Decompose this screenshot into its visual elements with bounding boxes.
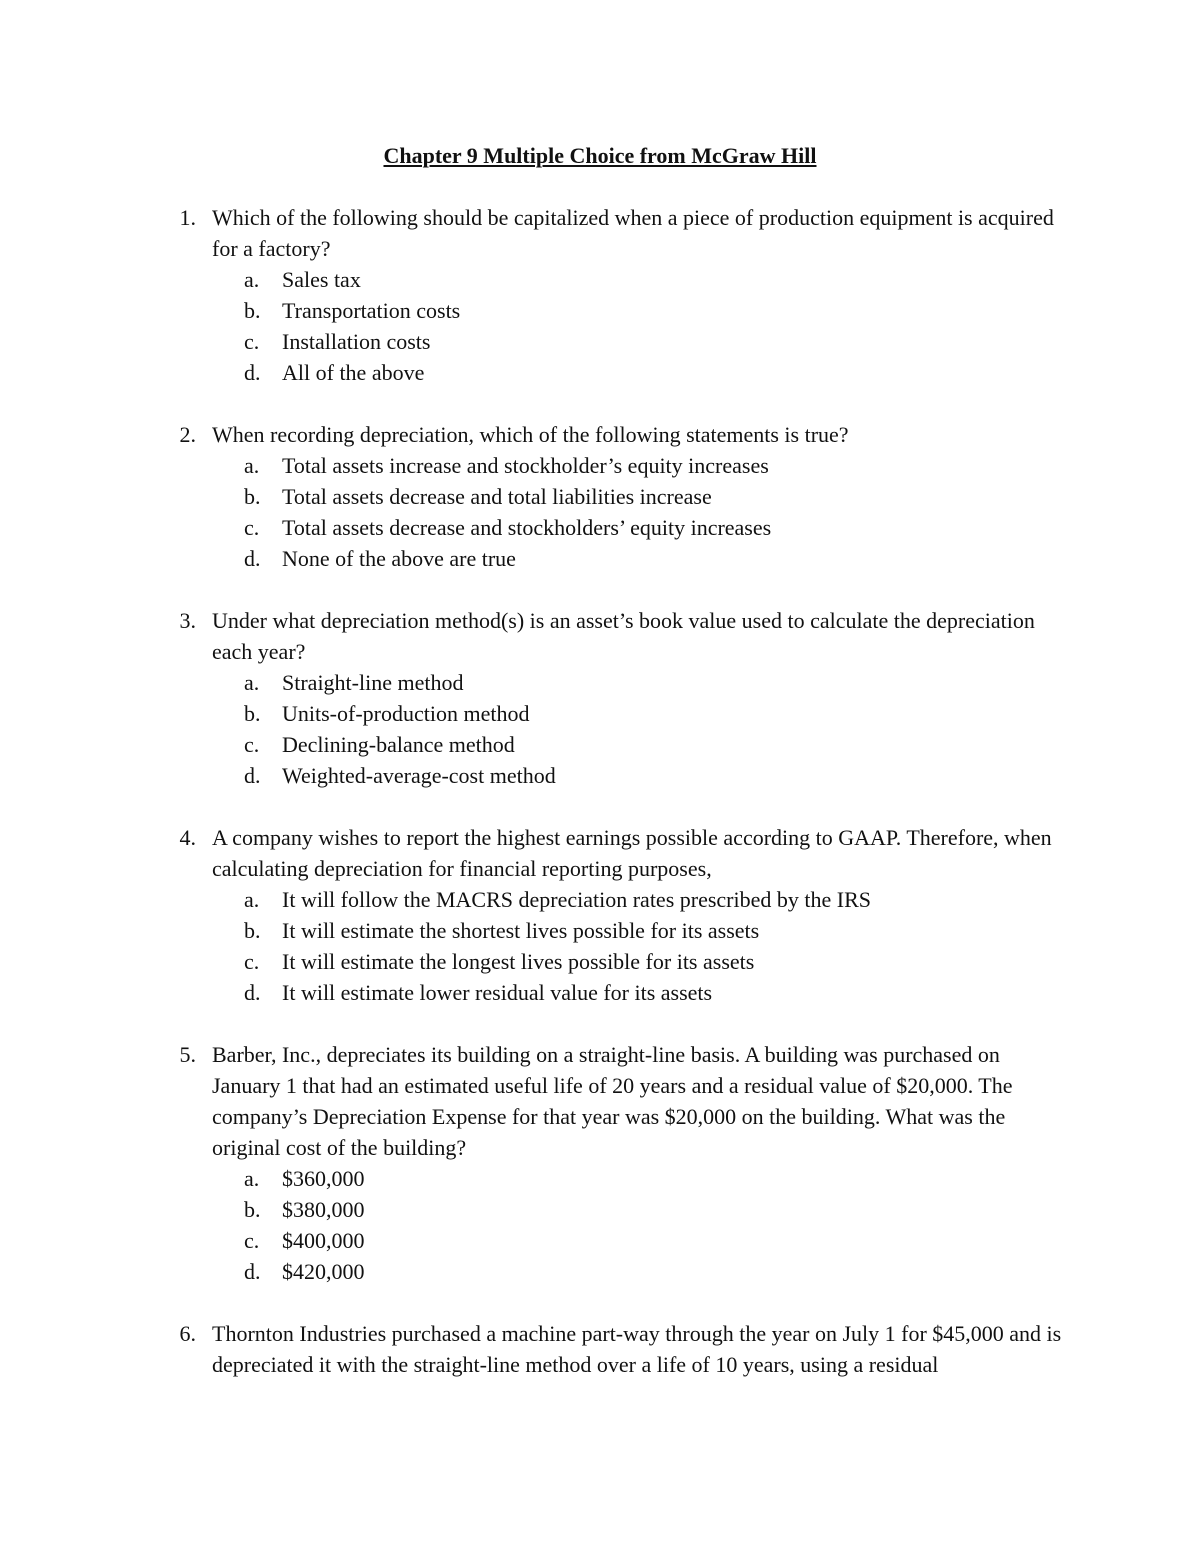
choice-letter: a. (244, 670, 260, 695)
question-3 (170, 605, 1070, 791)
choice-text: None of the above are true (282, 546, 516, 571)
choice-b (212, 481, 1070, 512)
choice-text: It will estimate the longest lives possible for its assets (282, 949, 755, 974)
choice-letter: a. (244, 1166, 260, 1191)
question-5 (170, 1039, 1070, 1287)
choice-text: Sales tax (282, 267, 361, 292)
choice-letter: d. (244, 360, 261, 385)
choice-text: Total assets increase and stockholder’s equity increases (282, 453, 769, 478)
question-text: Barber, Inc., depreciates its building on a straight-line basis. A building was purchased on January 1 that had an estimated useful life of 20 years and a residual value of $20,000. The company’s Depreciation Expense for that year was $20,000 on the building. What was the original cost of the building? (212, 1042, 1013, 1160)
choice-letter: b. (244, 918, 261, 943)
question-number: 4. (179, 825, 196, 850)
question-2 (170, 419, 1070, 574)
choice-b (212, 915, 1070, 946)
choice-text: $360,000 (282, 1166, 365, 1191)
choice-letter: d. (244, 546, 261, 571)
question-1 (170, 202, 1070, 388)
choice-letter: a. (244, 267, 260, 292)
choice-d (212, 760, 1070, 791)
choice-letter: d. (244, 763, 261, 788)
choice-letter: a. (244, 453, 260, 478)
choice-text: Straight-line method (282, 670, 464, 695)
choice-d (212, 977, 1070, 1008)
question-text: A company wishes to report the highest earnings possible according to GAAP. Therefore, when calculating depreciation for financial reporting purposes, (212, 825, 1052, 881)
question-number: 3. (179, 608, 196, 633)
choice-letter: b. (244, 484, 261, 509)
question-text: Thornton Industries purchased a machine part-way through the year on July 1 for $45,000 and is depreciated it with the straight-line method over a life of 10 years, using a residual (212, 1321, 1062, 1377)
question-text: Under what depreciation method(s) is an asset’s book value used to calculate the depreciation each year? (212, 608, 1035, 664)
choice-letter: b. (244, 298, 261, 323)
choice-letter: d. (244, 1259, 261, 1284)
choice-c (212, 946, 1070, 977)
choice-text: Weighted-average-cost method (282, 763, 556, 788)
choice-d (212, 1256, 1070, 1287)
choice-list (212, 1163, 1070, 1287)
choice-text: Transportation costs (282, 298, 461, 323)
choice-text: It will follow the MACRS depreciation rates prescribed by the IRS (282, 887, 871, 912)
choice-letter: c. (244, 732, 260, 757)
question-text: Which of the following should be capitalized when a piece of production equipment is acquired for a factory? (212, 205, 1054, 261)
choice-c (212, 512, 1070, 543)
choice-letter: b. (244, 1197, 261, 1222)
choice-text: $380,000 (282, 1197, 365, 1222)
question-number: 6. (179, 1321, 196, 1346)
choice-a (212, 667, 1070, 698)
choice-a (212, 1163, 1070, 1194)
choice-text: It will estimate lower residual value for its assets (282, 980, 713, 1005)
choice-list (212, 450, 1070, 574)
choice-letter: c. (244, 515, 260, 540)
choice-list (212, 884, 1070, 1008)
choice-d (212, 357, 1070, 388)
choice-letter: c. (244, 1228, 260, 1253)
question-4 (170, 822, 1070, 1008)
choice-c (212, 326, 1070, 357)
choice-c (212, 729, 1070, 760)
document-title: Chapter 9 Multiple Choice from McGraw Hill (383, 143, 817, 168)
choice-letter: c. (244, 329, 260, 354)
choice-c (212, 1225, 1070, 1256)
choice-text: $400,000 (282, 1228, 365, 1253)
choice-a (212, 264, 1070, 295)
choice-a (212, 450, 1070, 481)
question-6 (170, 1318, 1070, 1380)
question-list (170, 202, 1070, 1411)
choice-b (212, 1194, 1070, 1225)
choice-b (212, 295, 1070, 326)
choice-text: Total assets decrease and total liabilities increase (282, 484, 712, 509)
question-number: 2. (179, 422, 196, 447)
choice-text: Units-of-production method (282, 701, 530, 726)
choice-letter: a. (244, 887, 260, 912)
choice-list (212, 667, 1070, 791)
choice-text: Declining-balance method (282, 732, 515, 757)
question-number: 5. (179, 1042, 196, 1067)
choice-letter: d. (244, 980, 261, 1005)
choice-text: All of the above (282, 360, 425, 385)
choice-a (212, 884, 1070, 915)
choice-d (212, 543, 1070, 574)
choice-b (212, 698, 1070, 729)
choice-text: It will estimate the shortest lives possible for its assets (282, 918, 760, 943)
question-text: When recording depreciation, which of the following statements is true? (212, 422, 849, 447)
choice-text: Total assets decrease and stockholders’ equity increases (282, 515, 772, 540)
choice-letter: b. (244, 701, 261, 726)
question-number: 1. (179, 205, 196, 230)
choice-list (212, 264, 1070, 388)
choice-text: $420,000 (282, 1259, 365, 1284)
choice-text: Installation costs (282, 329, 431, 354)
choice-letter: c. (244, 949, 260, 974)
